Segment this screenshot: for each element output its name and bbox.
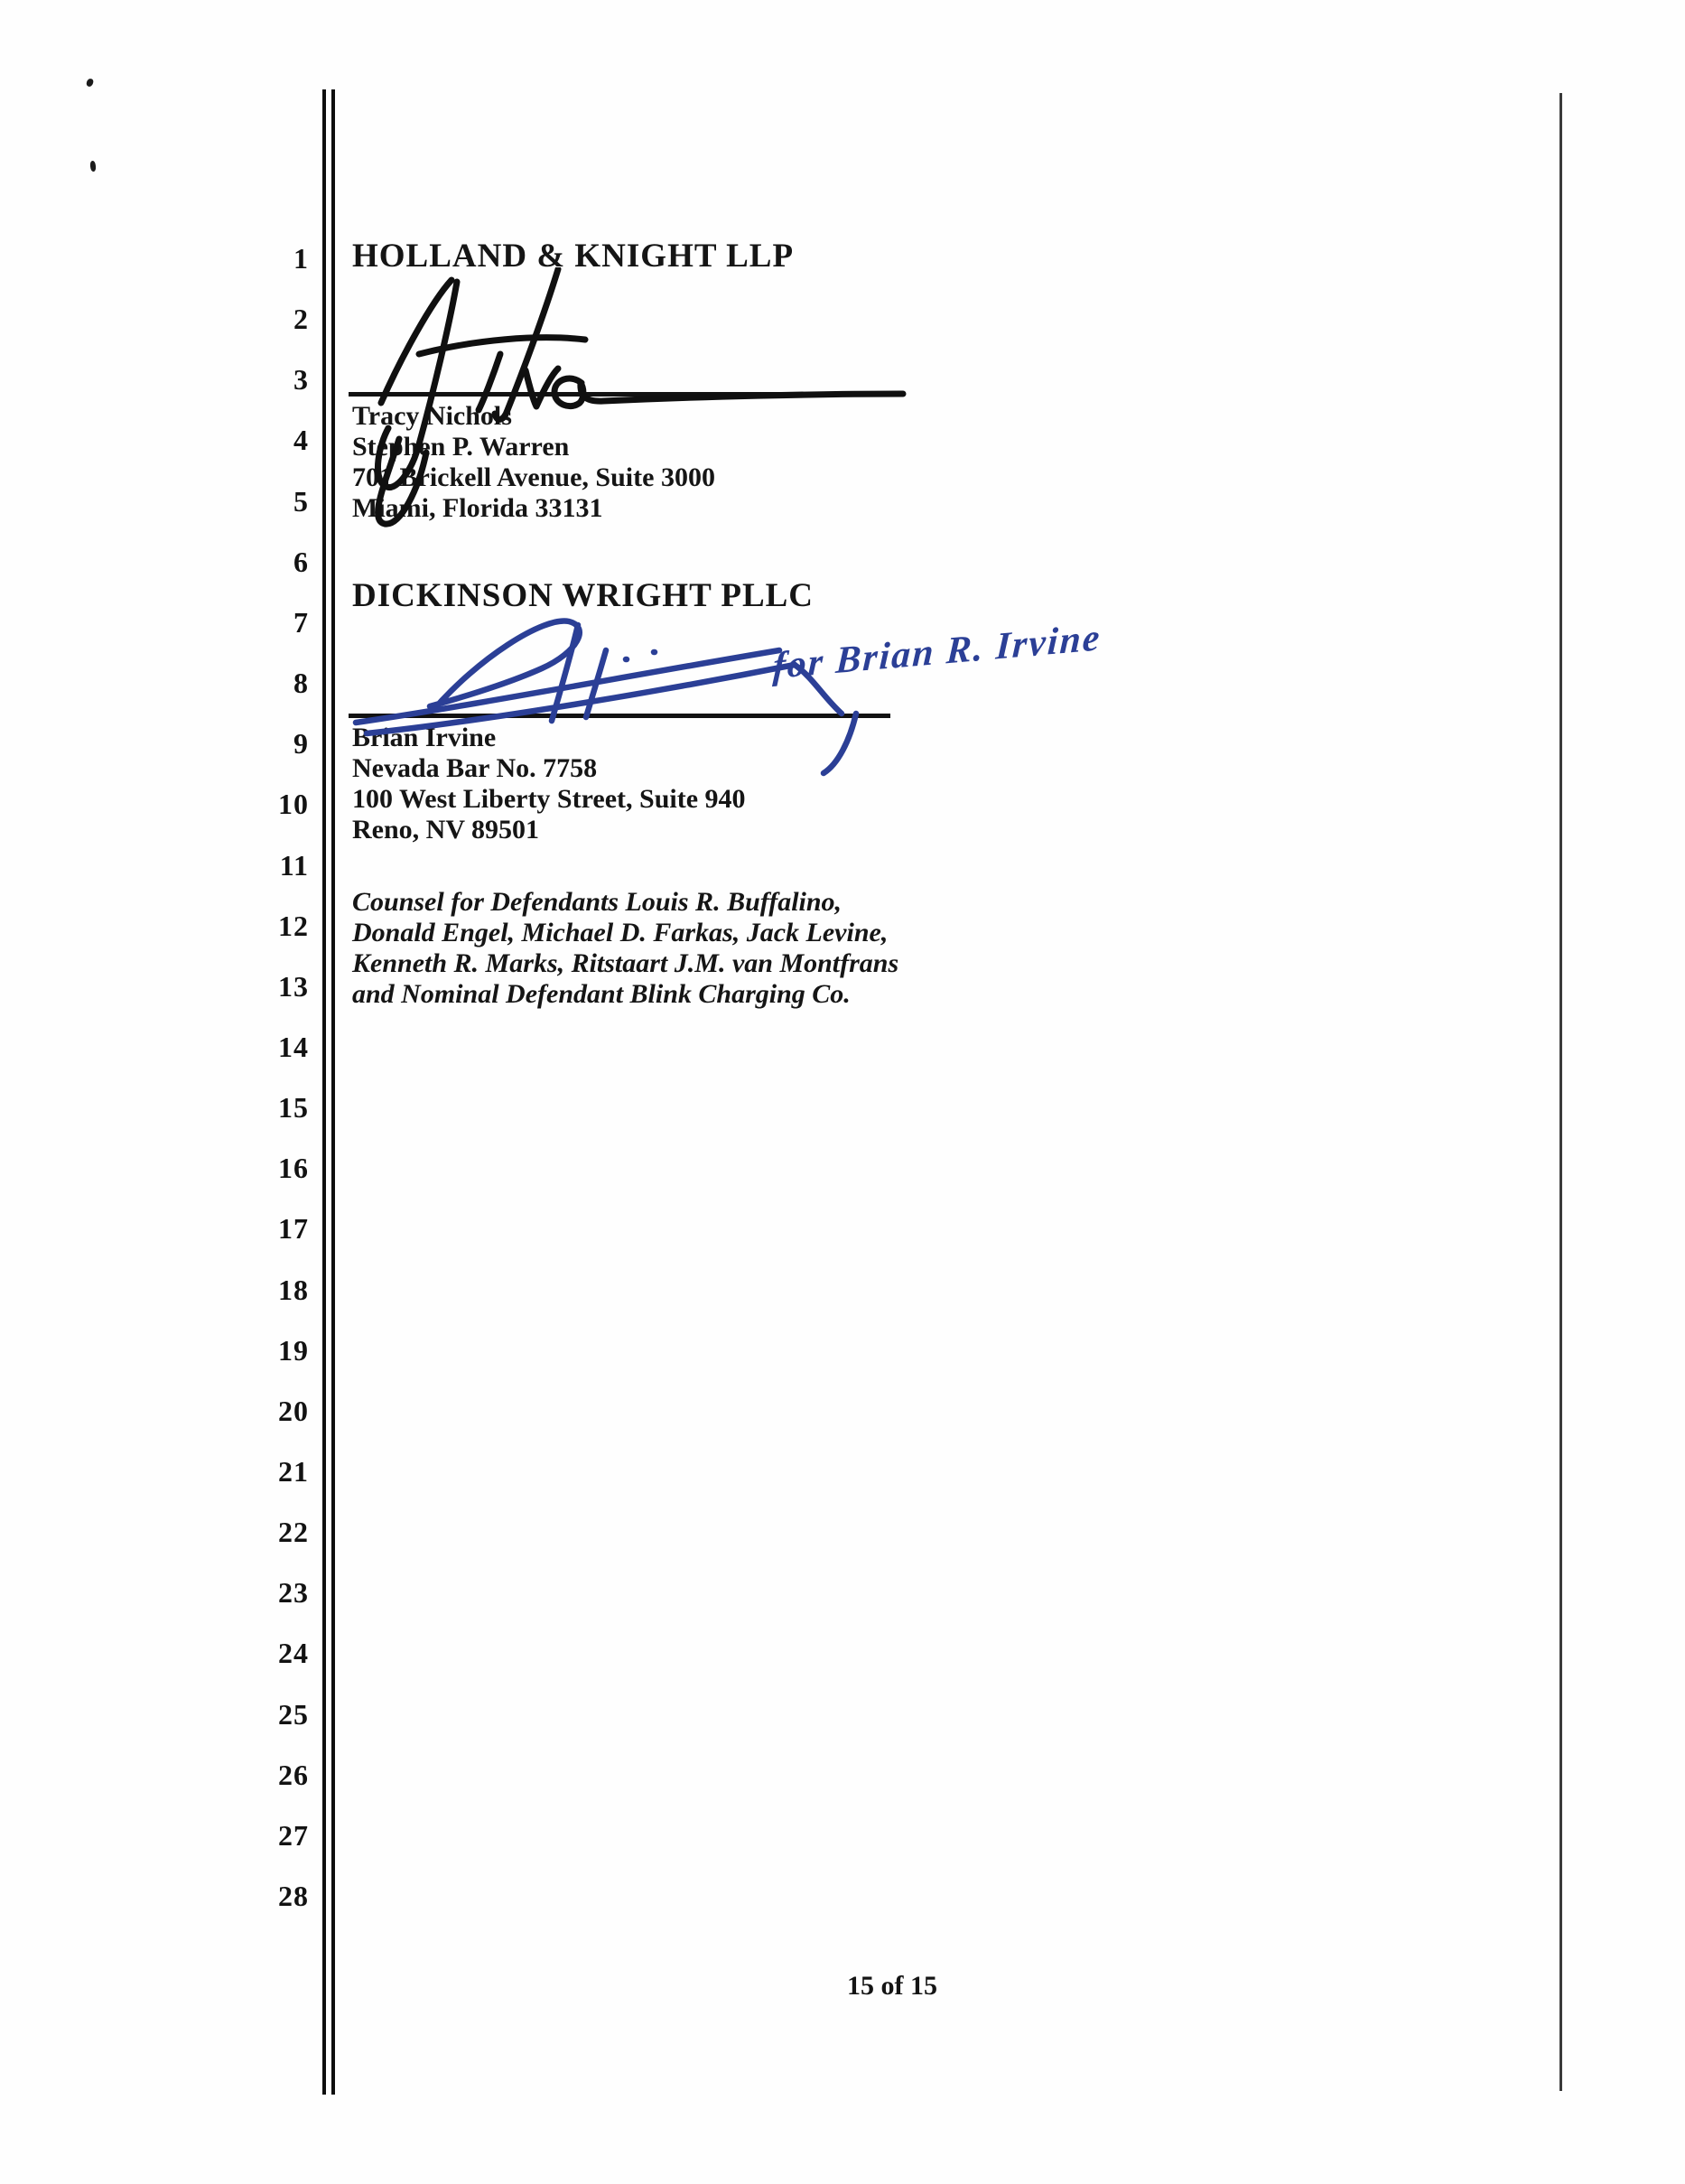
counsel-statement-line: Donald Engel, Michael D. Farkas, Jack Levine, [352,918,889,947]
attorney-name: Tracy Nichols [352,401,512,431]
line-number: 17 [278,1212,309,1246]
line-number: 27 [278,1818,309,1852]
line-number: 15 [278,1091,309,1125]
line-number: 5 [293,484,309,518]
line-number: 25 [278,1697,309,1731]
line-number: 24 [278,1637,309,1670]
attorney-name: Stephen P. Warren [352,432,570,462]
firm-address-line: Miami, Florida 33131 [352,493,603,523]
line-number: 14 [278,1030,309,1063]
line-number: 6 [293,545,309,578]
line-number: 21 [278,1455,309,1488]
line-number: 3 [293,363,309,397]
line-number: 26 [278,1758,309,1791]
firm-address-line: 701 Brickell Avenue, Suite 3000 [352,462,715,492]
line-number: 22 [278,1516,309,1549]
signature-line [349,392,905,397]
counsel-statement-line: and Nominal Defendant Blink Charging Co. [352,979,851,1009]
line-number: 7 [293,605,309,639]
scan-artifact-speck [89,161,96,173]
line-number: 10 [278,788,309,821]
firm-address-line: 100 West Liberty Street, Suite 940 [352,784,746,814]
page-number: 15 of 15 [847,1971,937,2001]
counsel-statement-line: Kenneth R. Marks, Ritstaart J.M. van Montfrans [352,948,899,978]
line-number: 8 [293,667,309,700]
firm-name-holland-knight: HOLLAND & KNIGHT LLP [352,238,795,275]
line-number: 1 [293,242,309,275]
pleading-double-rule [322,89,335,2095]
counsel-statement-line: Counsel for Defendants Louis R. Buffalino, [352,887,842,917]
line-number: 28 [278,1880,309,1913]
firm-address-line: Reno, NV 89501 [352,815,539,845]
line-number: 13 [278,969,309,1003]
line-number: 12 [278,909,309,942]
line-number: 19 [278,1333,309,1367]
scan-artifact-speck [86,78,94,88]
bar-number: Nevada Bar No. 7758 [352,753,598,783]
line-number: 16 [278,1152,309,1185]
firm-name-dickinson-wright: DICKINSON WRIGHT PLLC [352,577,815,614]
line-number: 9 [293,727,309,761]
line-number: 23 [278,1576,309,1610]
line-number: 4 [293,424,309,457]
attorney-name: Brian Irvine [352,723,497,752]
line-number: 2 [293,303,309,336]
signature-line [349,714,890,718]
line-number: 11 [279,848,309,882]
signature-annotation-text: for Brian R. Irvine [771,617,1103,688]
line-number: 18 [278,1273,309,1306]
right-margin-rule [1559,93,1562,2091]
line-number: 20 [278,1394,309,1427]
